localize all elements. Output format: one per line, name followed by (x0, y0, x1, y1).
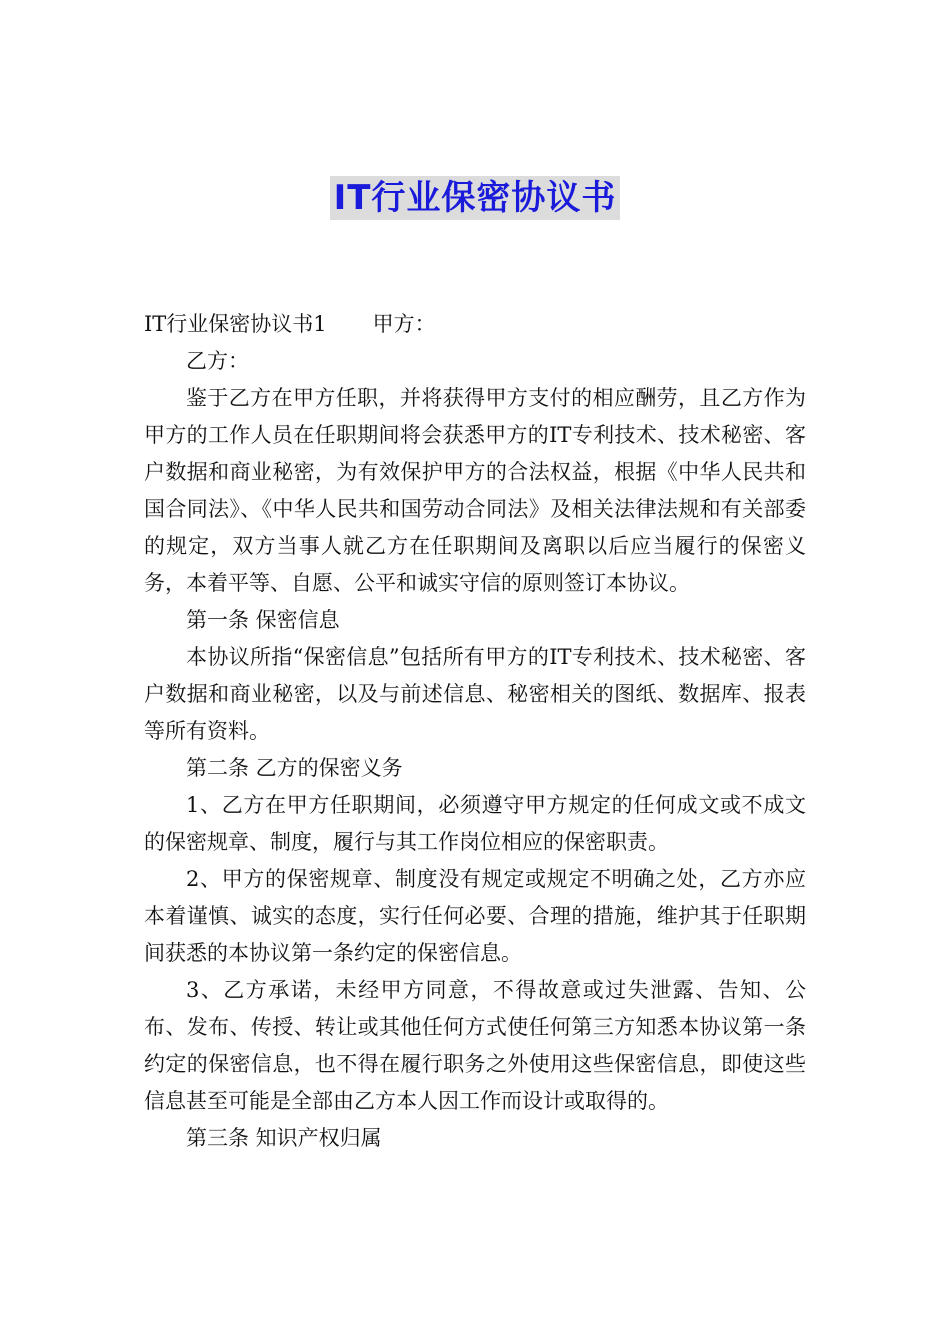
intro-line (144, 306, 806, 343)
article-1-body: 本协议所指“保密信息”包括所有甲方的IT专利技术、技术秘密、客户数据和商业秘密，以及与前述信息、秘密相关的图纸、数据库、报表等所有资料。 (144, 645, 806, 743)
document-body (144, 306, 806, 1157)
article-2-clause-3: 3、乙方承诺，未经甲方同意，不得故意或过失泄露、告知、公布、发布、传授、转让或其他任何方式使任何第三方知悉本协议第一条约定的保密信息，也不得在履行职务之外使用这些保密信息，即使这些信息甚至可能是全部由乙方本人因工作而设计或取得的。 (144, 978, 806, 1113)
party-b-label: 乙方： (186, 349, 249, 373)
article-2-clause-1: 1、乙方在甲方任职期间，必须遵守甲方规定的任何成文或不成文的保密规章、制度，履行与其工作岗位相应的保密职责。 (144, 793, 806, 854)
paragraph-preamble: 鉴于乙方在甲方任职，并将获得甲方支付的相应酬劳，且乙方作为甲方的工作人员在任职期间将会获悉甲方的IT专利技术、技术秘密、客户数据和商业秘密，为有效保护甲方的合法权益，根据《中华人民共和国合同法》、《中华人民共和国劳动合同法》及相关法律法规和有关部委的规定，双方当事人就乙方在任职期间及离职以后应当履行的保密义务，本着平等、自愿、公平和诚实守信的原则签订本协议。 (144, 386, 806, 595)
title-container (0, 176, 950, 220)
article-2-heading: 第二条 乙方的保密义务 (186, 756, 403, 780)
document-title: IT行业保密协议书 (330, 176, 621, 220)
party-a-label: 甲方： (372, 312, 436, 336)
document-subtitle: IT行业保密协议书1 (144, 312, 327, 336)
article-1-heading: 第一条 保密信息 (186, 608, 340, 632)
article-2-clause-2: 2、甲方的保密规章、制度没有规定或规定不明确之处，乙方亦应本着谨慎、诚实的态度，实行任何必要、合理的措施，维护其于任职期间获悉的本协议第一条约定的保密信息。 (144, 867, 806, 965)
article-3-heading: 第三条 知识产权归属 (186, 1126, 382, 1150)
